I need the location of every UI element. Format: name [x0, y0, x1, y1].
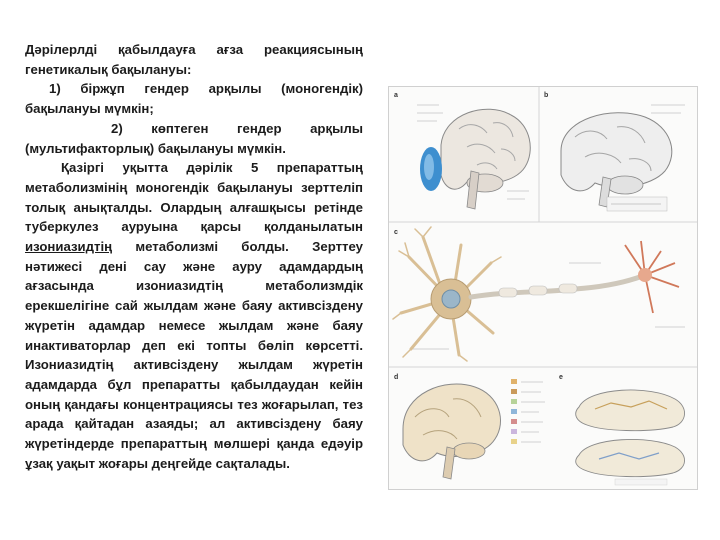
myelin-1	[499, 288, 517, 297]
axon	[471, 275, 645, 297]
list-item-multifactorial: 2) көптеген гендер арқылы (мультифакторлық) бақылануы мүмкін.	[25, 120, 363, 156]
body-text	[25, 40, 363, 473]
panel-c	[393, 227, 685, 361]
panel-c-label: c	[394, 229, 398, 236]
isoniazid-term: изониазидтің	[25, 239, 113, 255]
rodent-brain-top	[576, 390, 685, 431]
neuron-nucleus	[442, 290, 460, 308]
cerebellum-b	[607, 176, 643, 194]
panel-b	[544, 92, 685, 211]
panel-d-label: d	[394, 374, 399, 381]
growth-cone-core	[638, 268, 652, 282]
myelin-3	[559, 284, 577, 293]
main-paragraph	[25, 158, 363, 473]
panel-e-label: e	[559, 374, 563, 381]
rodent-brain-bottom	[576, 439, 685, 476]
main-paragraph-start: Қазіргі уқытта дәрілік 5 препараттың метаболизмінің моногендік бақылануы зерттеліп толық анықталды. Олардың алғашқысы ретінде туберкулез ауруына қарсы қолданылатын	[25, 160, 363, 235]
panel-d	[394, 374, 545, 479]
blue-highlight	[424, 154, 434, 180]
panel-a	[394, 92, 530, 209]
panel-b-label: b	[544, 92, 549, 99]
myelin-2	[529, 286, 547, 295]
heading-paragraph: Дәрілерлді қабылдауға ағза реакциясының генетикалық бақылануы:	[25, 42, 363, 77]
panel-d-legend	[511, 379, 545, 444]
figure-svg	[389, 87, 697, 489]
list-item-monogenic: 1) біржұп гендер арқылы (моногендік) бақылануы мүмкін;	[25, 81, 363, 117]
panel-e	[559, 374, 685, 485]
main-paragraph-end: метаболизмі болды. Зерттеу нәтижесі дені сау және ауру адамдардың ағзасында изониазидтің метаболизмдік ерекшелігіне сай жылдам және баяу активсіздену жүретін адамдар немесе жылдам және баяу инактиваторлар деп екі топты бөліп көрсетті. Изониазидтің активсіздену жылдам жүретін адамдарда бұл препаратты қабылдаудан кейін оның қандағы концентрациясы тез жоғарылап, тез арада қайтадан азаяды; ал активсіздену баяу жүретіндерде препараттың мөлшері қанда едәуір ұзақ уақыт жоғары деңгейде сақталады.	[25, 239, 363, 471]
panel-a-label: a	[394, 92, 398, 99]
neuroscience-figure	[388, 86, 698, 490]
